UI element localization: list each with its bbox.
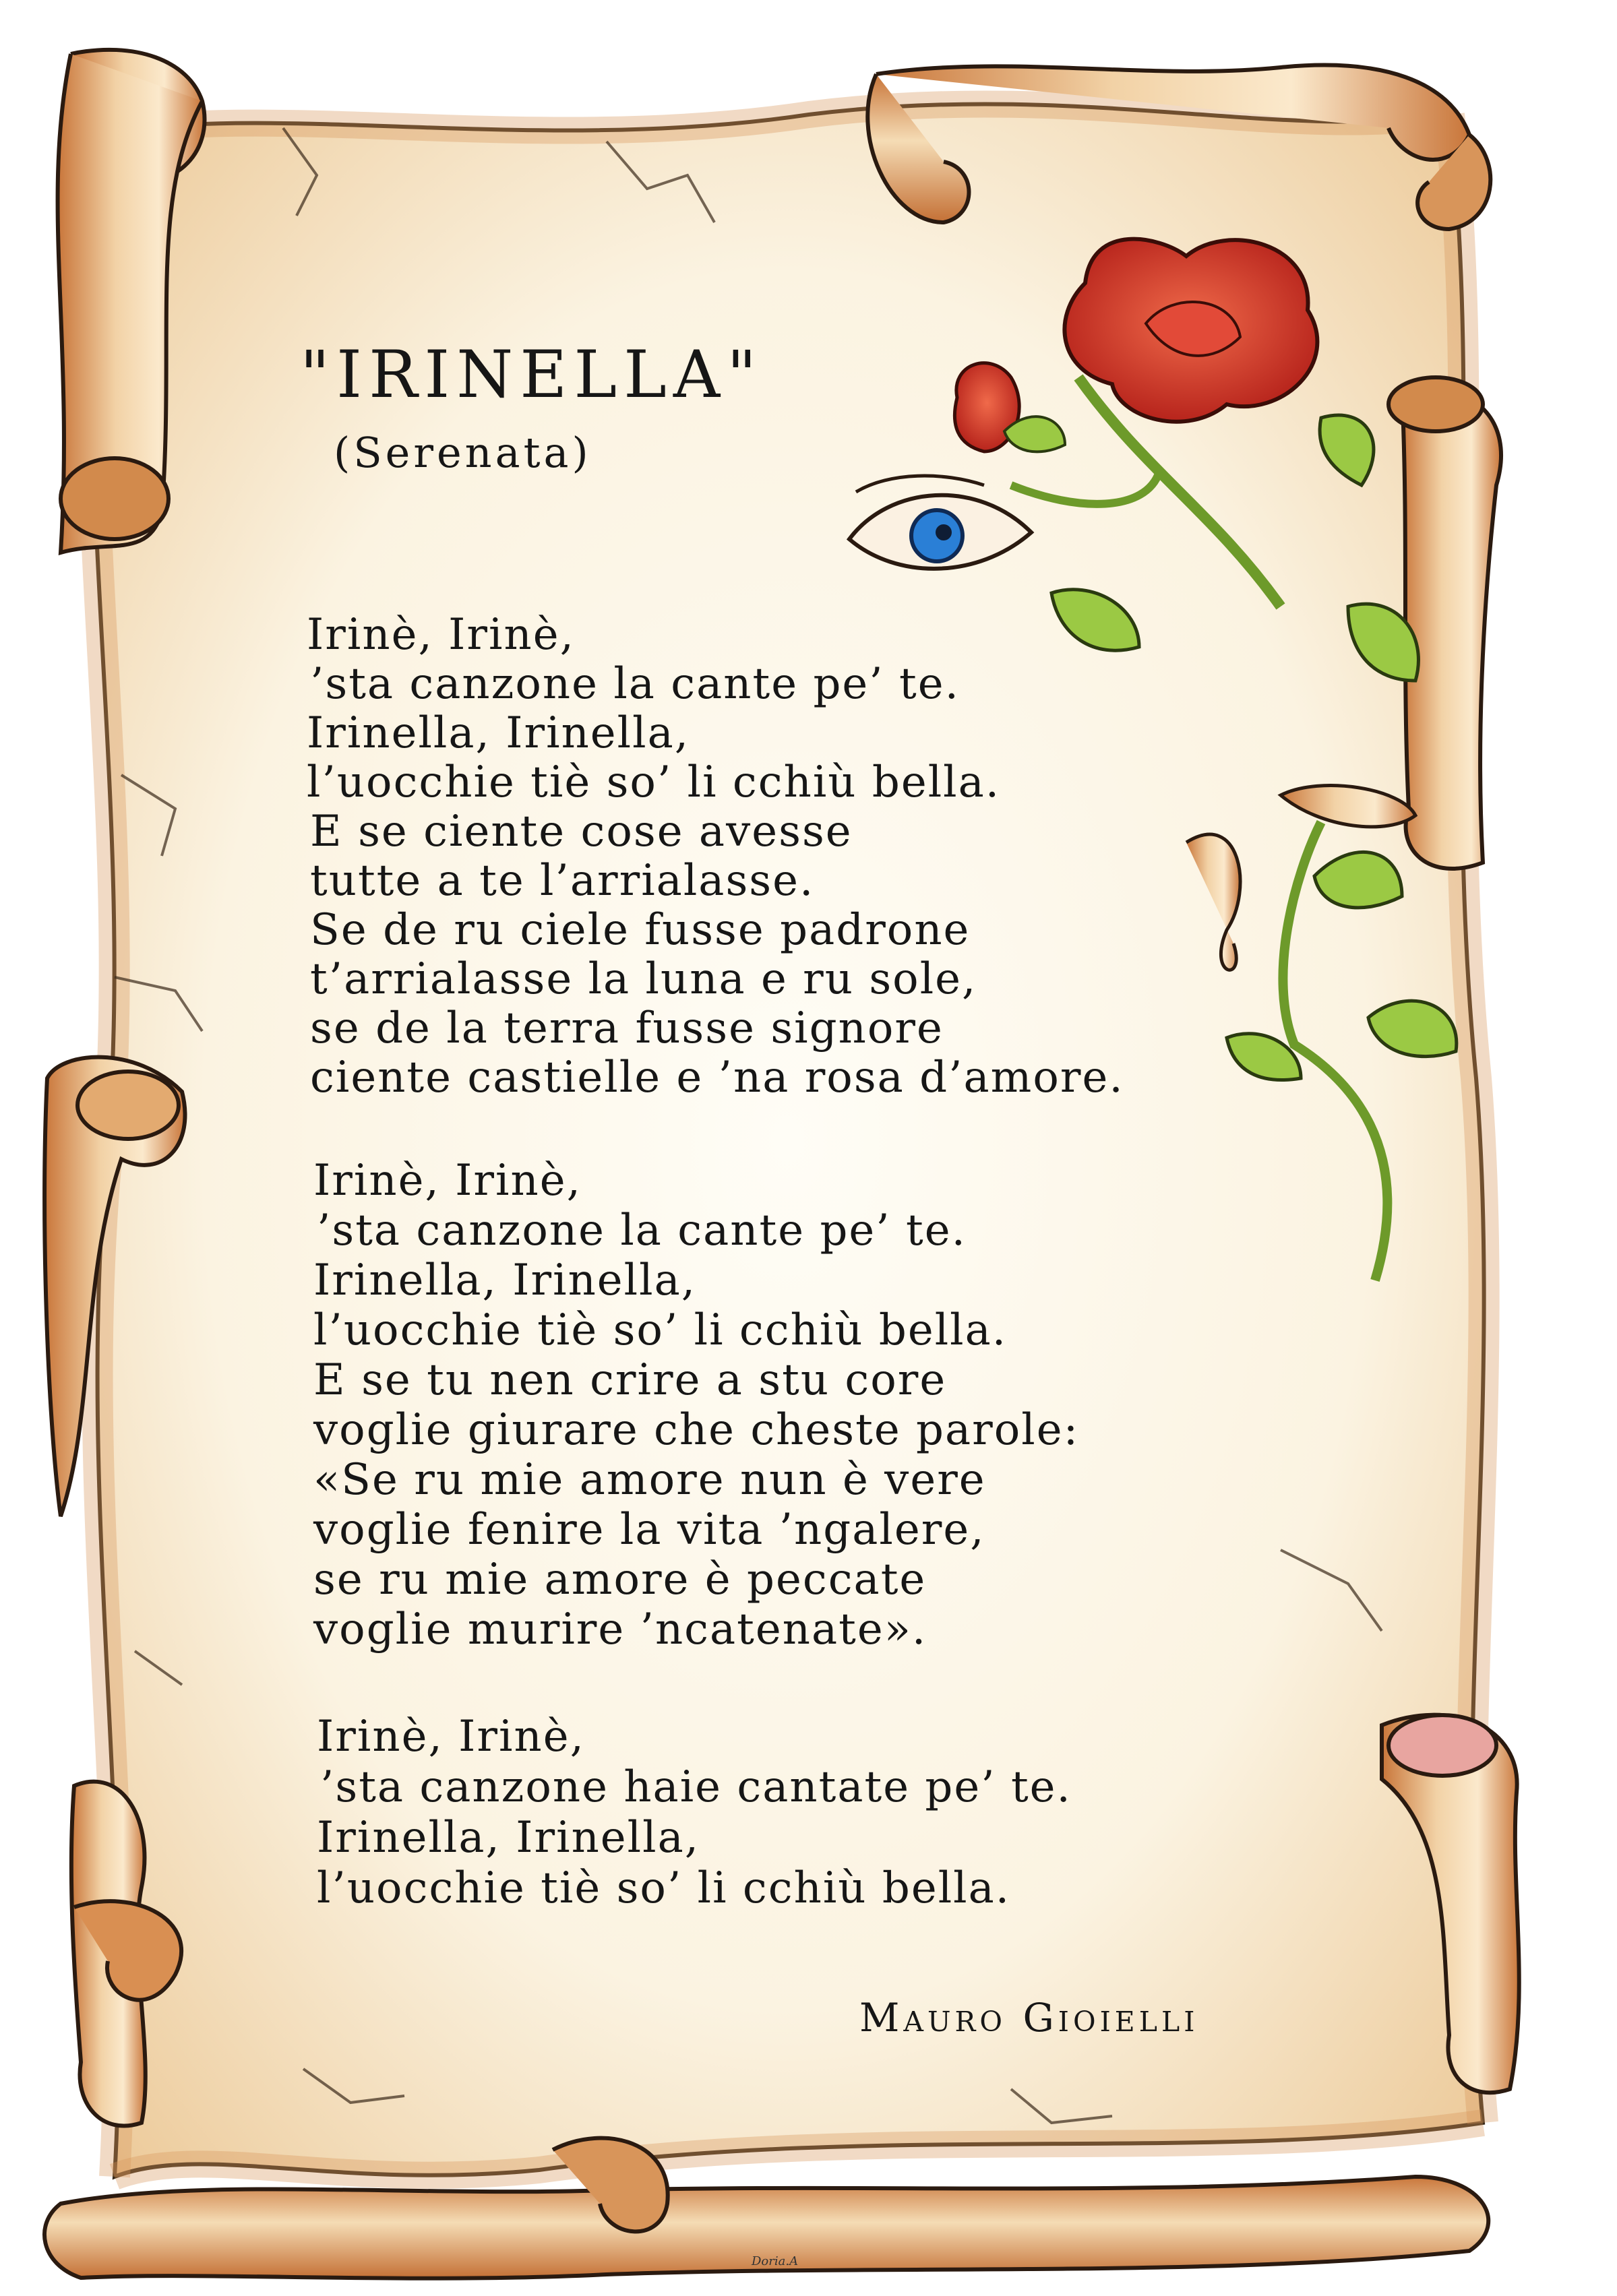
verse-line: Irinè, Irinè,: [307, 610, 575, 660]
author-signature: Mauro Gioielli: [859, 1995, 1199, 2041]
verse-line: Irinella, Irinella,: [307, 708, 690, 758]
verse-line: l’uocchie tiè so’ li cchiù bella.: [317, 1863, 1011, 1913]
verse-line: E se tu nen crire a stu core: [313, 1355, 947, 1405]
verse-line: voglie murire ’ncatenate».: [313, 1605, 927, 1654]
verse-line: l’uocchie tiè so’ li cchiù bella.: [307, 757, 1001, 807]
verse-line: t’arrialasse la luna e ru sole,: [310, 954, 977, 1004]
verse-line: tutte a te l’arrialasse.: [310, 856, 815, 906]
verse-line: Irinella, Irinella,: [313, 1255, 697, 1305]
verse-line: ’sta canzone la cante pe’ te.: [317, 1206, 967, 1255]
verse-line: voglie giurare che cheste parole:: [313, 1405, 1080, 1455]
verse-line: ’sta canzone haie cantate pe’ te.: [320, 1762, 1072, 1812]
verse-line: l’uocchie tiè so’ li cchiù bella.: [313, 1305, 1008, 1355]
verse-line: Irinè, Irinè,: [313, 1156, 582, 1206]
verse-line: E se ciente cose avesse: [310, 807, 853, 857]
verse-line: Irinella, Irinella,: [317, 1813, 700, 1863]
artist-signature: Doria.A: [752, 2254, 799, 2268]
verse-line: Se de ru ciele fusse padrone: [310, 905, 971, 955]
verse-line: se ru mie amore è peccate: [313, 1555, 927, 1605]
verse-line: se de la terra fusse signore: [310, 1003, 944, 1053]
verse-line: «Se ru mie amore nun è vere: [313, 1455, 986, 1505]
verse-line: ciente castielle e ’na rosa d’amore.: [310, 1053, 1124, 1103]
poem-subtitle: (Serenata): [334, 428, 592, 477]
verse-line: Irinè, Irinè,: [317, 1712, 585, 1762]
poem-title: "IRINELLA": [300, 337, 764, 412]
verse-line: ’sta canzone la cante pe’ te.: [310, 659, 960, 709]
verse-line: voglie fenire la vita ’ngalere,: [313, 1505, 985, 1555]
